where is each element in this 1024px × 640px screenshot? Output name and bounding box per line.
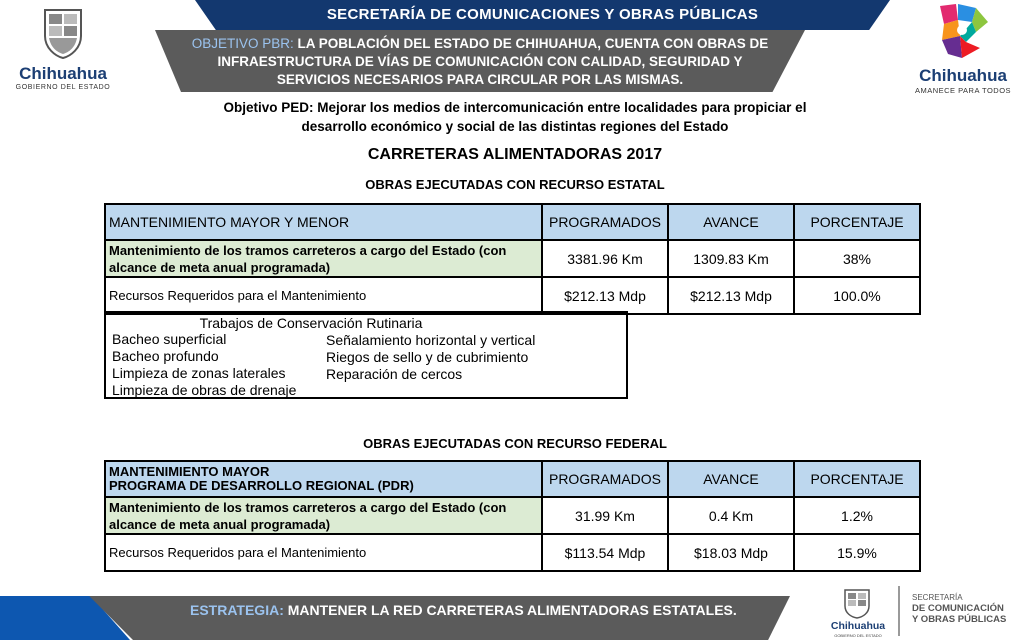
federal-table xyxy=(104,460,921,572)
estrategia-text: MANTENER LA RED CARRETERAS ALIMENTADORAS ESTATALES. xyxy=(283,602,737,618)
state-shield-icon xyxy=(41,6,85,60)
logo-left-subtitle: GOBIERNO DEL ESTADO xyxy=(15,84,111,91)
header-cell: AVANCE xyxy=(668,461,794,497)
list-item: Limpieza de zonas laterales xyxy=(112,365,286,381)
logo-gobierno xyxy=(8,4,118,94)
avance-cell: $18.03 Mdp xyxy=(668,534,794,571)
header-cell xyxy=(105,461,542,497)
footer-logo-subtitle: GOBIERNO DEL ESTADO xyxy=(834,633,882,638)
header-cell: AVANCE xyxy=(668,204,794,240)
header-line: MANTENIMIENTO MAYOR xyxy=(109,464,270,479)
estatal-section-title: OBRAS EJECUTADAS CON RECURSO ESTATAL xyxy=(365,177,665,192)
header-cell: PROGRAMADOS xyxy=(542,204,668,240)
objetivo-label: OBJETIVO PBR: xyxy=(191,36,294,51)
footer-logo-name: Chihuahua xyxy=(830,620,886,632)
state-shield-icon xyxy=(843,588,871,620)
avance-cell: $212.13 Mdp xyxy=(668,277,794,314)
table-row xyxy=(105,534,920,571)
list-item: Reparación de cercos xyxy=(326,366,463,382)
list-item: Riegos de sello y de cubrimiento xyxy=(326,349,529,365)
header-cell: MANTENIMIENTO MAYOR Y MENOR xyxy=(105,204,542,240)
table-row xyxy=(105,240,920,277)
footer-sec-line3: Y OBRAS PÚBLICAS xyxy=(912,614,1007,625)
trabajos-list-left xyxy=(112,331,296,399)
porcentaje-cell: 100.0% xyxy=(794,277,920,314)
estrategia xyxy=(190,602,780,618)
row-description: Recursos Requeridos para el Mantenimiento xyxy=(105,534,542,571)
objetivo-pbr xyxy=(190,35,770,89)
porcentaje-cell: 1.2% xyxy=(794,497,920,534)
page-title: CARRETERAS ALIMENTADORAS 2017 xyxy=(367,146,663,163)
row-description: Mantenimiento de los tramos carreteros a cargo del Estado (con alcance de meta anual programada) xyxy=(105,240,542,277)
colorful-state-mark-icon xyxy=(936,2,990,62)
federal-section-title: OBRAS EJECUTADAS CON RECURSO FEDERAL xyxy=(363,436,667,451)
footer-divider xyxy=(898,586,900,636)
logo-left-name: Chihuahua xyxy=(19,64,107,83)
trabajos-box xyxy=(104,311,628,399)
table-header-row xyxy=(105,461,920,497)
header-line: PROGRAMA DE DESARROLLO REGIONAL (PDR) xyxy=(109,478,414,493)
programados-cell: $113.54 Mdp xyxy=(542,534,668,571)
footer-sec-line2: DE COMUNICACIÓN xyxy=(912,603,1004,614)
objetivo-text: LA POBLACIÓN DEL ESTADO DE CHIHUAHUA, CUENTA CON OBRAS DE INFRAESTRUCTURA DE VÍAS DE COMUNICACIÓN CON CALIDAD, SEGURIDAD Y SERVICIOS NECESARIOS PARA CIRCULAR POR LAS MISMAS. xyxy=(217,36,769,87)
list-item: Bacheo superficial xyxy=(112,331,227,347)
header-cell: PORCENTAJE xyxy=(794,461,920,497)
logo-right-name: Chihuahua xyxy=(919,66,1007,85)
programados-cell: $212.13 Mdp xyxy=(542,277,668,314)
list-item: Señalamiento horizontal y vertical xyxy=(326,332,536,348)
trabajos-list-right xyxy=(326,332,535,383)
header-cell: PROGRAMADOS xyxy=(542,461,668,497)
avance-cell: 1309.83 Km xyxy=(668,240,794,277)
logo-amanece xyxy=(906,2,1020,98)
estrategia-label: ESTRATEGIA: xyxy=(190,602,284,618)
footer-logo xyxy=(826,588,890,638)
table-row xyxy=(105,277,920,314)
row-description: Recursos Requeridos para el Mantenimiento xyxy=(105,277,542,314)
footer-sec-line1: SECRETARÍA xyxy=(912,593,963,602)
row-description: Mantenimiento de los tramos carreteros a cargo del Estado (con alcance de meta anual programada) xyxy=(105,497,542,534)
logo-right-subtitle: AMANECE PARA TODOS xyxy=(914,86,1012,95)
header-cell: PORCENTAJE xyxy=(794,204,920,240)
porcentaje-cell: 38% xyxy=(794,240,920,277)
footer-secretaria xyxy=(912,592,1022,625)
objetivo-ped: Objetivo PED: Mejorar los medios de intercomunicación entre localidades para propiciar el desarrollo económico y social de las distintas regiones del Estado xyxy=(223,100,807,134)
trabajos-title: Trabajos de Conservación Rutinaria xyxy=(199,315,423,331)
secretaria-title: SECRETARÍA DE COMUNICACIONES Y OBRAS PÚBLICAS xyxy=(326,6,759,23)
programados-cell: 3381.96 Km xyxy=(542,240,668,277)
porcentaje-cell: 15.9% xyxy=(794,534,920,571)
list-item: Bacheo profundo xyxy=(112,348,219,364)
avance-cell: 0.4 Km xyxy=(668,497,794,534)
estatal-table xyxy=(104,203,921,315)
table-header-row xyxy=(105,204,920,240)
table-row xyxy=(105,497,920,534)
list-item: Limpieza de obras de drenaje xyxy=(112,382,297,398)
programados-cell: 31.99 Km xyxy=(542,497,668,534)
